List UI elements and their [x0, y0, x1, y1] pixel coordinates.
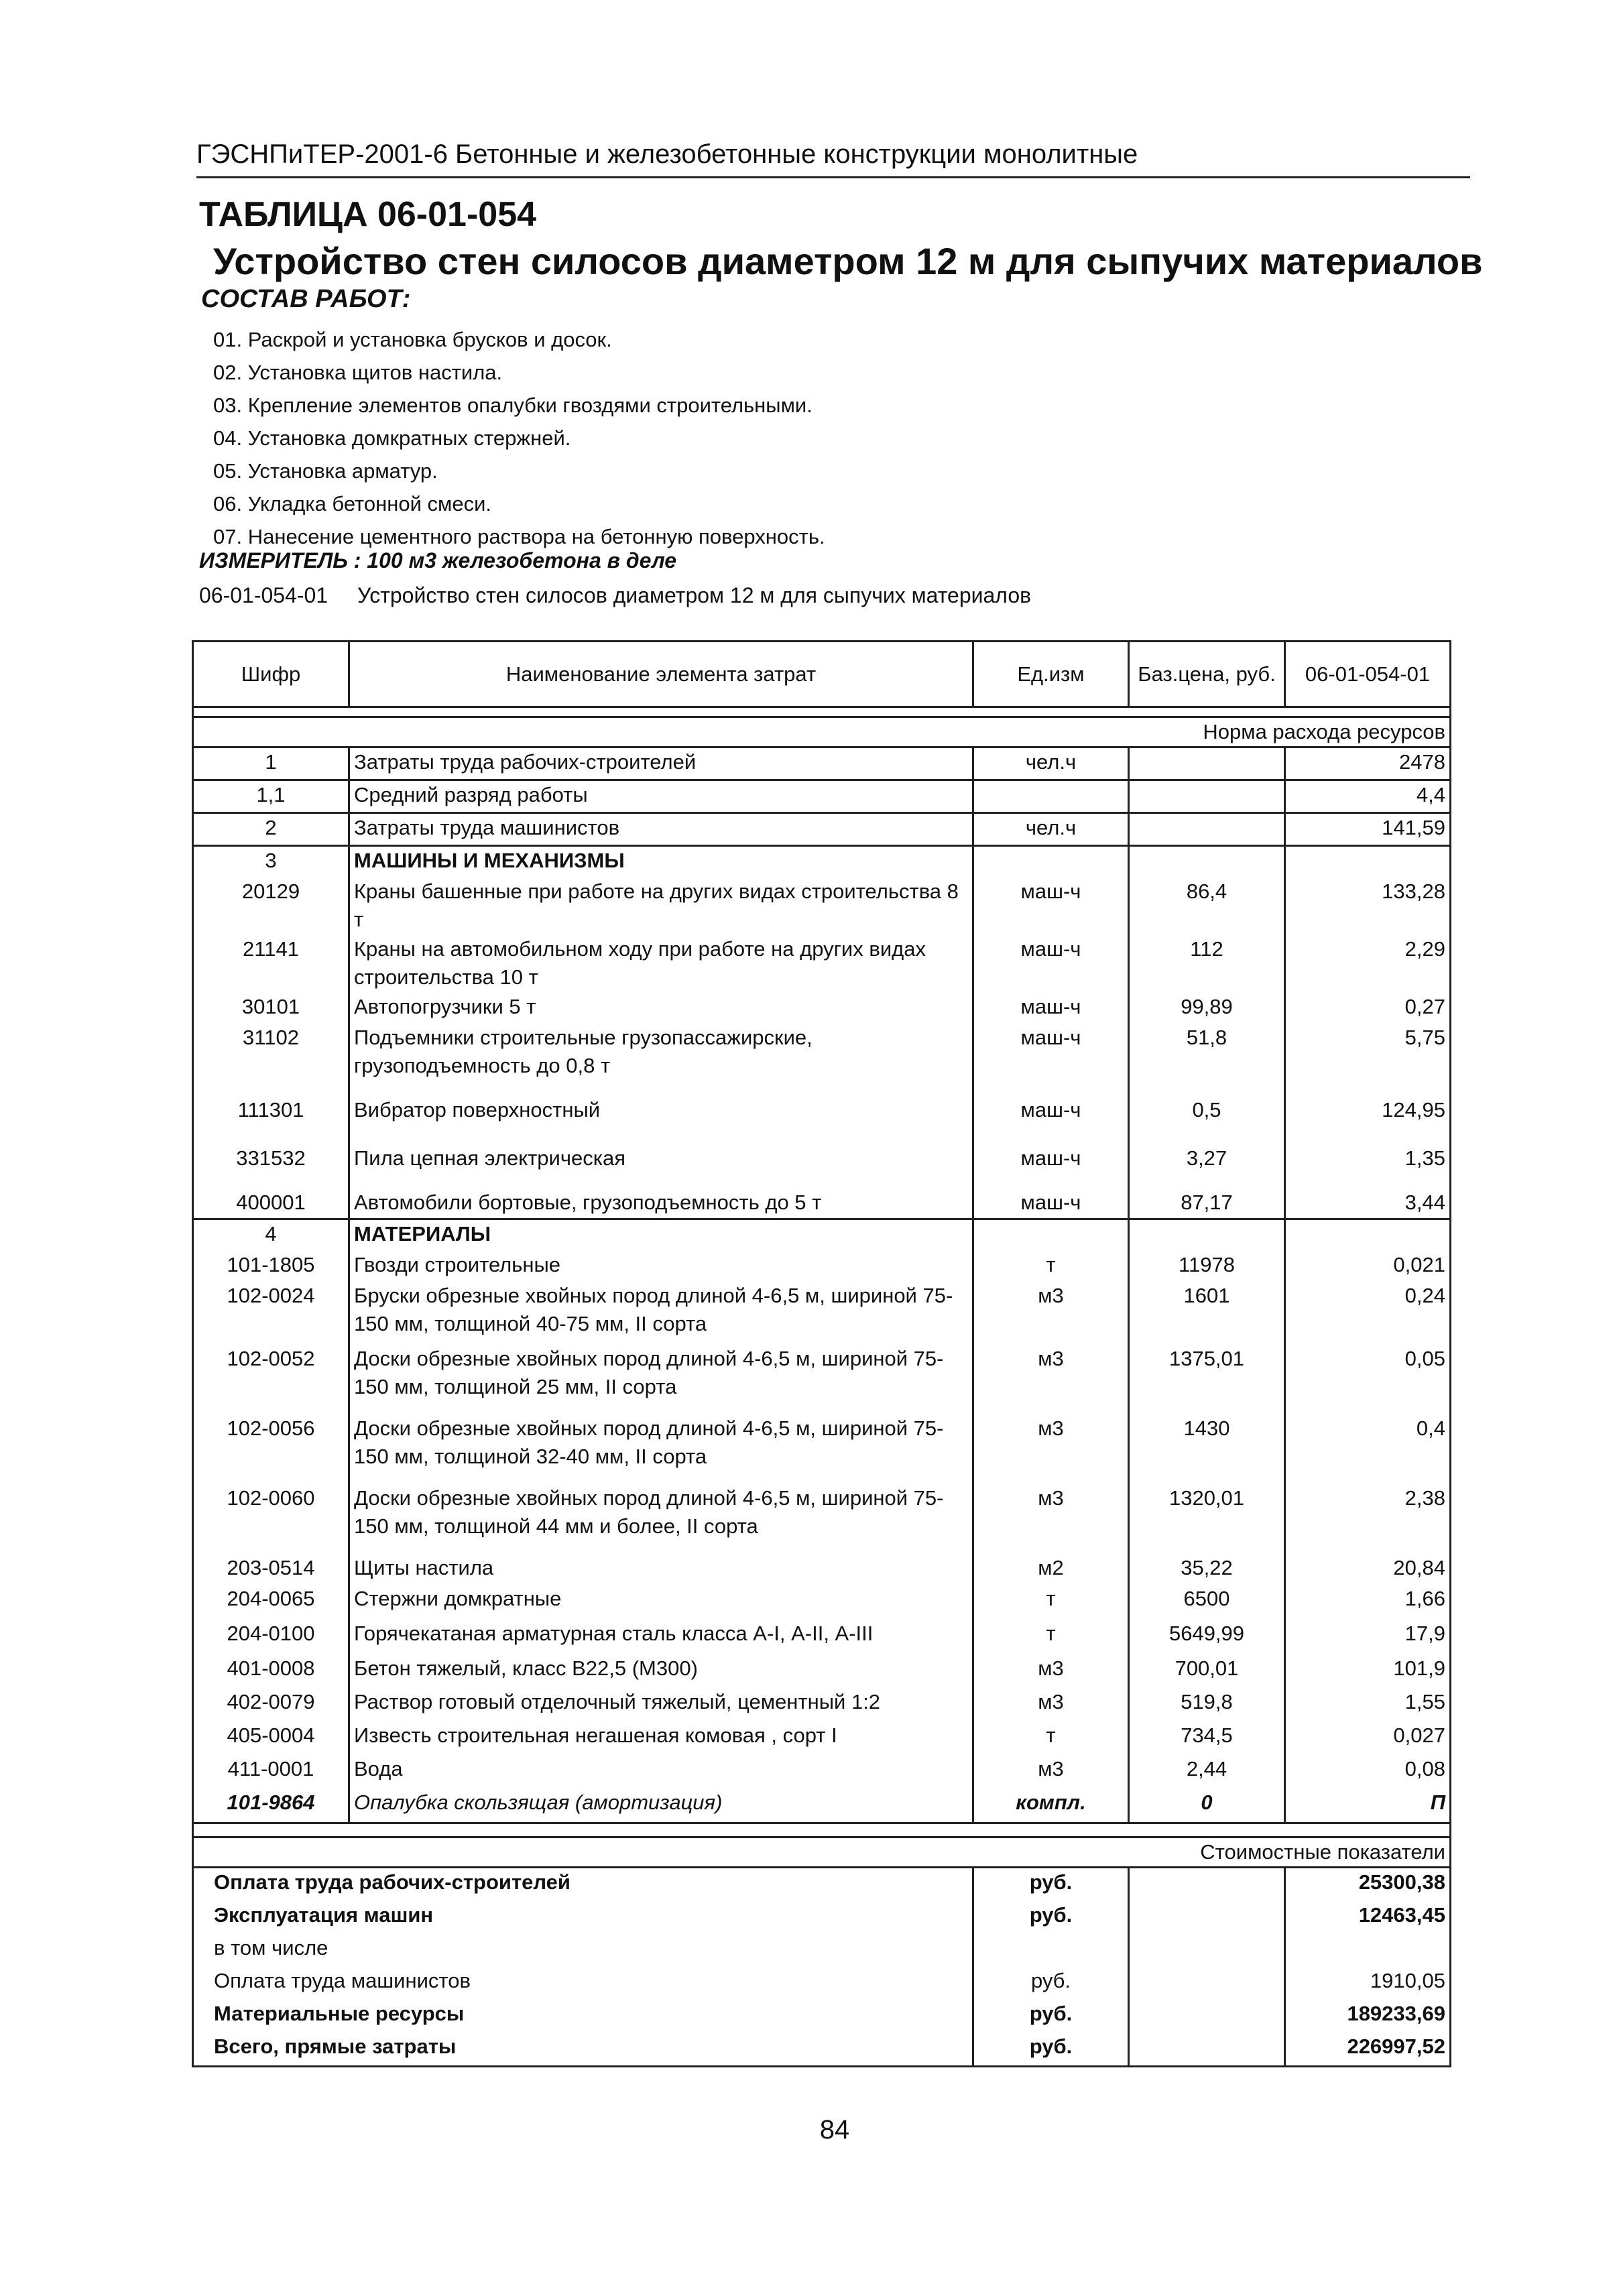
cell-code: 101-9864 [193, 1789, 349, 1823]
summary-value [1285, 1934, 1451, 1967]
cell-code: 400001 [193, 1189, 349, 1219]
cost-caption-row [193, 1837, 1451, 1868]
cell-value: 4,4 [1285, 780, 1451, 813]
section-heading: МАШИНЫ И МЕХАНИЗМЫ [349, 846, 973, 878]
cell-name: Пила цепная электрическая [349, 1144, 973, 1189]
cell-code: 101-1805 [193, 1251, 349, 1282]
cell-code: 21141 [193, 935, 349, 993]
work-item: 06. Укладка бетонной смеси. [213, 492, 492, 516]
cell-price: 2,44 [1129, 1755, 1285, 1789]
cell-unit: м3 [973, 1345, 1129, 1414]
cell-unit: м3 [973, 1688, 1129, 1721]
cell-unit: чел.ч [973, 747, 1129, 780]
cell-name: Автопогрузчики 5 т [349, 993, 973, 1024]
cell-code: 31102 [193, 1024, 349, 1096]
cell-unit: маш-ч [973, 1189, 1129, 1219]
header-unit: Ед.изм [973, 642, 1129, 707]
cell-price [1129, 780, 1285, 813]
summary-row [193, 1901, 1451, 1934]
works-heading: СОСТАВ РАБОТ: [201, 285, 411, 313]
code-line-code: 06-01-054-01 [199, 583, 328, 607]
table-title: ТАБЛИЦА 06-01-054 [199, 195, 537, 234]
summary-value: 25300,38 [1285, 1868, 1451, 1902]
summary-label: Оплата труда рабочих-строителей [193, 1868, 973, 1902]
header-norm: 06-01-054-01 [1285, 642, 1451, 707]
cell-value: 3,44 [1285, 1189, 1451, 1219]
cell-value: 17,9 [1285, 1620, 1451, 1654]
header-price: Баз.цена, руб. [1129, 642, 1285, 707]
cell-unit: маш-ч [973, 878, 1129, 935]
spacer-row [193, 1823, 1451, 1837]
cell-unit: маш-ч [973, 993, 1129, 1024]
cell-code: 204-0100 [193, 1620, 349, 1654]
cell-code: 111301 [193, 1096, 349, 1144]
cell-value: 0,4 [1285, 1414, 1451, 1484]
cell-code: 102-0052 [193, 1345, 349, 1414]
cell-unit: компл. [973, 1789, 1129, 1823]
header-rule [196, 176, 1470, 178]
cell-unit: м3 [973, 1755, 1129, 1789]
header-name: Наименование элемента затрат [349, 642, 973, 707]
cell-name: Затраты труда рабочих-строителей [349, 747, 973, 780]
summary-unit: руб. [973, 1868, 1129, 1902]
cell-code: 405-0004 [193, 1721, 349, 1755]
cell-value: 5,75 [1285, 1024, 1451, 1096]
cell-name: Бетон тяжелый, класс В22,5 (М300) [349, 1654, 973, 1688]
cell-price: 0,5 [1129, 1096, 1285, 1144]
table-row [193, 780, 1451, 813]
cell-name: Краны на автомобильном ходу при работе на других видах строительства 10 т [349, 935, 973, 993]
cell-value: 0,021 [1285, 1251, 1451, 1282]
work-item: 05. Установка арматур. [213, 459, 438, 483]
cell-name: Краны башенные при работе на других видах строительства 8 т [349, 878, 973, 935]
cell-value: 2,29 [1285, 935, 1451, 993]
summary-unit: руб. [973, 1967, 1129, 2000]
cell-price: 1430 [1129, 1414, 1285, 1484]
summary-unit [973, 1934, 1129, 1967]
cell-price: 1601 [1129, 1282, 1285, 1345]
table-row [193, 1620, 1451, 1654]
norm-caption: Норма расхода ресурсов [193, 717, 1451, 747]
cell-price: 99,89 [1129, 993, 1285, 1024]
table-row [193, 1654, 1451, 1688]
cell-price: 6500 [1129, 1585, 1285, 1620]
cell-value: 0,08 [1285, 1755, 1451, 1789]
cell-code: 102-0024 [193, 1282, 349, 1345]
cell-price: 1320,01 [1129, 1484, 1285, 1554]
table-row [193, 1024, 1451, 1096]
cell-price: 87,17 [1129, 1189, 1285, 1219]
cell-unit: чел.ч [973, 813, 1129, 846]
cell-price [1129, 747, 1285, 780]
cell-name: Доски обрезные хвойных пород длиной 4-6,5 м, шириной 75-150 мм, толщиной 25 мм, II сорта [349, 1345, 973, 1414]
summary-value: 189233,69 [1285, 2000, 1451, 2033]
cell-unit: маш-ч [973, 1096, 1129, 1144]
cell-unit: маш-ч [973, 935, 1129, 993]
cell-name: Горячекатаная арматурная сталь класса А-I, А-II, А-III [349, 1620, 973, 1654]
cell-name: Вода [349, 1755, 973, 1789]
cell-code: 204-0065 [193, 1585, 349, 1620]
cell-value: 133,28 [1285, 878, 1451, 935]
cell-code: 331532 [193, 1144, 349, 1189]
cell-value: 2478 [1285, 747, 1451, 780]
cell-price: 35,22 [1129, 1554, 1285, 1585]
cell-price: 1375,01 [1129, 1345, 1285, 1414]
running-header: ГЭСНПиТЕР-2001-6 Бетонные и железобетонные конструкции монолитные [196, 139, 1138, 169]
code-line [199, 583, 1032, 608]
page-number: 84 [819, 2115, 850, 2144]
cell-value: 0,24 [1285, 1282, 1451, 1345]
cell-unit: маш-ч [973, 1024, 1129, 1096]
section-heading-row [193, 1219, 1451, 1252]
cell-name: Доски обрезные хвойных пород длиной 4-6,5 м, шириной 75-150 мм, толщиной 44 мм и более, II сорта [349, 1484, 973, 1554]
cell-name: Средний разряд работы [349, 780, 973, 813]
cell-code: 4 [193, 1219, 349, 1252]
table-row [193, 1251, 1451, 1282]
work-item: 01. Раскрой и установка брусков и досок. [213, 328, 612, 351]
spacer-row [193, 707, 1451, 717]
cell-unit: т [973, 1721, 1129, 1755]
cell-price: 0 [1129, 1789, 1285, 1823]
table-row [193, 1345, 1451, 1414]
summary-label: Эксплуатация машин [193, 1901, 973, 1934]
cell-unit: м2 [973, 1554, 1129, 1585]
cell-code: 2 [193, 813, 349, 846]
cell-value: 1,66 [1285, 1585, 1451, 1620]
cell-code: 1,1 [193, 780, 349, 813]
table-row [193, 1585, 1451, 1620]
cell-name: Раствор готовый отделочный тяжелый, цементный 1:2 [349, 1688, 973, 1721]
code-line-description: Устройство стен силосов диаметром 12 м для сыпучих материалов [357, 583, 1032, 607]
cell-price: 519,8 [1129, 1688, 1285, 1721]
cell-name: Известь строительная негашеная комовая , сорт I [349, 1721, 973, 1755]
cell-unit: маш-ч [973, 1144, 1129, 1189]
table-row [193, 1414, 1451, 1484]
cell-code: 30101 [193, 993, 349, 1024]
cell-name: Затраты труда машинистов [349, 813, 973, 846]
cell-value: 20,84 [1285, 1554, 1451, 1585]
cell-price: 112 [1129, 935, 1285, 993]
summary-unit: руб. [973, 2000, 1129, 2033]
table-row [193, 1144, 1451, 1189]
work-item: 03. Крепление элементов опалубки гвоздями строительными. [213, 394, 813, 417]
cell-unit: м3 [973, 1484, 1129, 1554]
summary-row [193, 1967, 1451, 2000]
header-code: Шифр [193, 642, 349, 707]
cell-code: 20129 [193, 878, 349, 935]
section-heading-row [193, 846, 1451, 878]
summary-value: 1910,05 [1285, 1967, 1451, 2000]
cell-unit: т [973, 1251, 1129, 1282]
work-item: 02. Установка щитов настила. [213, 361, 503, 384]
table-row [193, 813, 1451, 846]
cell-code: 401-0008 [193, 1654, 349, 1688]
cell-price: 3,27 [1129, 1144, 1285, 1189]
table-row [193, 747, 1451, 780]
table-row [193, 1282, 1451, 1345]
cell-code: 1 [193, 747, 349, 780]
summary-row [193, 2000, 1451, 2033]
summary-row [193, 2033, 1451, 2067]
cell-name: Гвозди строительные [349, 1251, 973, 1282]
work-item: 04. Установка домкратных стержней. [213, 426, 571, 450]
cell-value: 124,95 [1285, 1096, 1451, 1144]
cell-unit: м3 [973, 1282, 1129, 1345]
cell-value: 0,27 [1285, 993, 1451, 1024]
cell-name: Доски обрезные хвойных пород длиной 4-6,5 м, шириной 75-150 мм, толщиной 32-40 мм, II сорта [349, 1414, 973, 1484]
cost-caption: Стоимостные показатели [193, 1837, 1451, 1868]
table-row [193, 1755, 1451, 1789]
cell-unit: м3 [973, 1414, 1129, 1484]
cell-code: 411-0001 [193, 1755, 349, 1789]
table-row [193, 935, 1451, 993]
table-row [193, 1721, 1451, 1755]
cell-price: 734,5 [1129, 1721, 1285, 1755]
summary-value: 12463,45 [1285, 1901, 1451, 1934]
summary-unit: руб. [973, 2033, 1129, 2067]
cell-code: 203-0514 [193, 1554, 349, 1585]
table-subtitle: Устройство стен силосов диаметром 12 м для сыпучих материалов [213, 240, 1483, 282]
cell-name: Вибратор поверхностный [349, 1096, 973, 1144]
table-row [193, 1554, 1451, 1585]
table-row [193, 1484, 1451, 1554]
cell-name: Щиты настила [349, 1554, 973, 1585]
table-header-row [193, 642, 1451, 707]
cell-value: 1,35 [1285, 1144, 1451, 1189]
cell-name: Стержни домкратные [349, 1585, 973, 1620]
norm-caption-row [193, 717, 1451, 747]
cell-unit [973, 780, 1129, 813]
cell-price: 86,4 [1129, 878, 1285, 935]
summary-label: в том числе [193, 1934, 973, 1967]
table-row [193, 1789, 1451, 1823]
cell-name: Автомобили бортовые, грузоподъемность до 5 т [349, 1189, 973, 1219]
cell-price: 51,8 [1129, 1024, 1285, 1096]
works-list [213, 323, 1420, 553]
cell-value: 101,9 [1285, 1654, 1451, 1688]
summary-unit: руб. [973, 1901, 1129, 1934]
resource-table [192, 640, 1451, 2067]
cell-unit: т [973, 1620, 1129, 1654]
summary-row [193, 1868, 1451, 1902]
cell-code: 102-0060 [193, 1484, 349, 1554]
cell-value: 0,027 [1285, 1721, 1451, 1755]
cell-unit: т [973, 1585, 1129, 1620]
cell-name: Бруски обрезные хвойных пород длиной 4-6,5 м, шириной 75-150 мм, толщиной 40-75 мм, II сорта [349, 1282, 973, 1345]
summary-label: Материальные ресурсы [193, 2000, 973, 2033]
cell-code: 402-0079 [193, 1688, 349, 1721]
cell-name: Подъемники строительные грузопассажирские, грузоподъемность до 0,8 т [349, 1024, 973, 1096]
cell-code: 3 [193, 846, 349, 878]
cell-code: 102-0056 [193, 1414, 349, 1484]
summary-value: 226997,52 [1285, 2033, 1451, 2067]
table-row [193, 878, 1451, 935]
table-row [193, 993, 1451, 1024]
table-row [193, 1688, 1451, 1721]
summary-row [193, 1934, 1451, 1967]
table-row [193, 1096, 1451, 1144]
cell-price: 5649,99 [1129, 1620, 1285, 1654]
cell-value: 141,59 [1285, 813, 1451, 846]
cell-unit: м3 [973, 1654, 1129, 1688]
work-item: 07. Нанесение цементного раствора на бетонную поверхность. [213, 525, 825, 548]
cell-price [1129, 813, 1285, 846]
summary-label: Всего, прямые затраты [193, 2033, 973, 2067]
cell-price: 700,01 [1129, 1654, 1285, 1688]
section-heading: МАТЕРИАЛЫ [349, 1219, 973, 1252]
cell-value: 1,55 [1285, 1688, 1451, 1721]
summary-label: Оплата труда машинистов [193, 1967, 973, 2000]
measurer: ИЗМЕРИТЕЛЬ : 100 м3 железобетона в деле [199, 548, 677, 572]
cell-value: 0,05 [1285, 1345, 1451, 1414]
cell-price: 11978 [1129, 1251, 1285, 1282]
table-row [193, 1189, 1451, 1219]
cell-name: Опалубка скользящая (амортизация) [349, 1789, 973, 1823]
cell-value: 2,38 [1285, 1484, 1451, 1554]
cell-value: П [1285, 1789, 1451, 1823]
